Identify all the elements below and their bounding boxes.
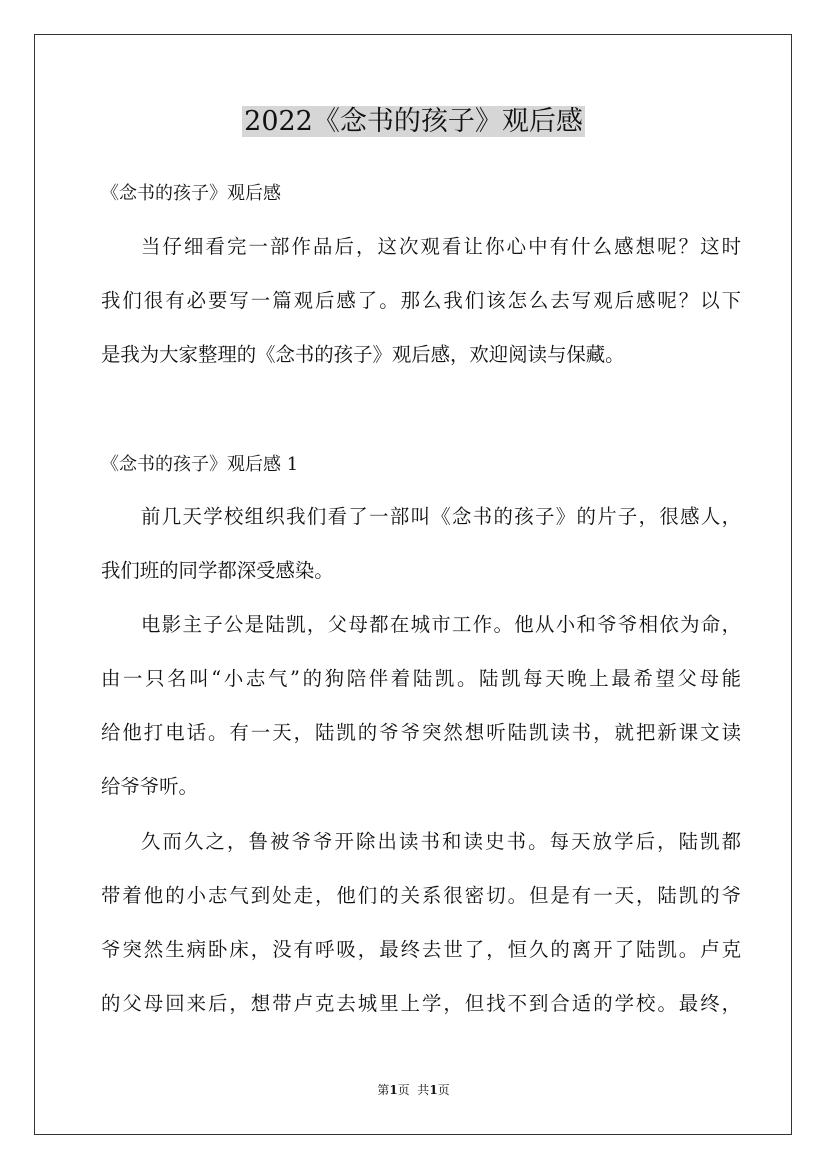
- paragraph-line: 我们很有必要写一篇观后感了。那么我们该怎么去写观后感呢？以下: [101, 289, 741, 312]
- footer-page-current: 1: [389, 1083, 398, 1097]
- footer-page-prefix: 第: [377, 1083, 390, 1097]
- paragraph-line: 带着他的小志气到处走，他们的关系很密切。但是有一天，陆凯的爷: [101, 884, 741, 907]
- paragraph-line: 我们班的同学都深受感染。: [101, 559, 334, 582]
- paragraph-line: 前几天学校组织我们看了一部叫《念书的孩子》的片子，很感人，: [141, 505, 741, 528]
- paragraph-3: [101, 815, 741, 1031]
- paragraph-line: 当仔细看完一部作品后，这次观看让你心中有什么感想呢？这时: [141, 235, 741, 258]
- page-footer: [0, 1081, 827, 1099]
- intro-paragraph: [101, 220, 741, 382]
- footer-page-suffix: 页: [437, 1083, 450, 1097]
- paragraph-2: [101, 598, 741, 814]
- paragraph-line: 久而久之，鲁被爷爷开除出读书和读史书。每天放学后，陆凯都: [141, 830, 741, 853]
- paragraph-1: [101, 490, 741, 598]
- document-title: [0, 102, 827, 142]
- paragraph-line: 是我为大家整理的《念书的孩子》观后感，欢迎阅读与保藏。: [101, 343, 625, 366]
- paragraph-line: 给爷爷听。: [101, 775, 198, 798]
- paragraph-line: 爷突然生病卧床，没有呼吸，最终去世了，恒久的离开了陆凯。卢克: [101, 938, 741, 961]
- paragraph-line: 的父母回来后，想带卢克去城里上学，但找不到合适的学校。最终，: [101, 992, 741, 1015]
- section-heading-1: 《念书的孩子》观后感 1: [101, 454, 299, 475]
- paragraph-line: 由一只名叫“小志气”的狗陪伴着陆凯。陆凯每天晚上最希望父母能: [101, 667, 741, 690]
- footer-page-total: 1: [429, 1083, 438, 1097]
- footer-page-mid: 页 共: [397, 1083, 430, 1097]
- paragraph-line: 给他打电话。有一天，陆凯的爷爷突然想听陆凯读书，就把新课文读: [101, 721, 741, 744]
- paragraph-line: 电影主子公是陆凯，父母都在城市工作。他从小和爷爷相依为命，: [141, 613, 741, 636]
- section-heading: 《念书的孩子》观后感: [101, 183, 281, 204]
- title-text: 2022《念书的孩子》观后感: [244, 106, 583, 137]
